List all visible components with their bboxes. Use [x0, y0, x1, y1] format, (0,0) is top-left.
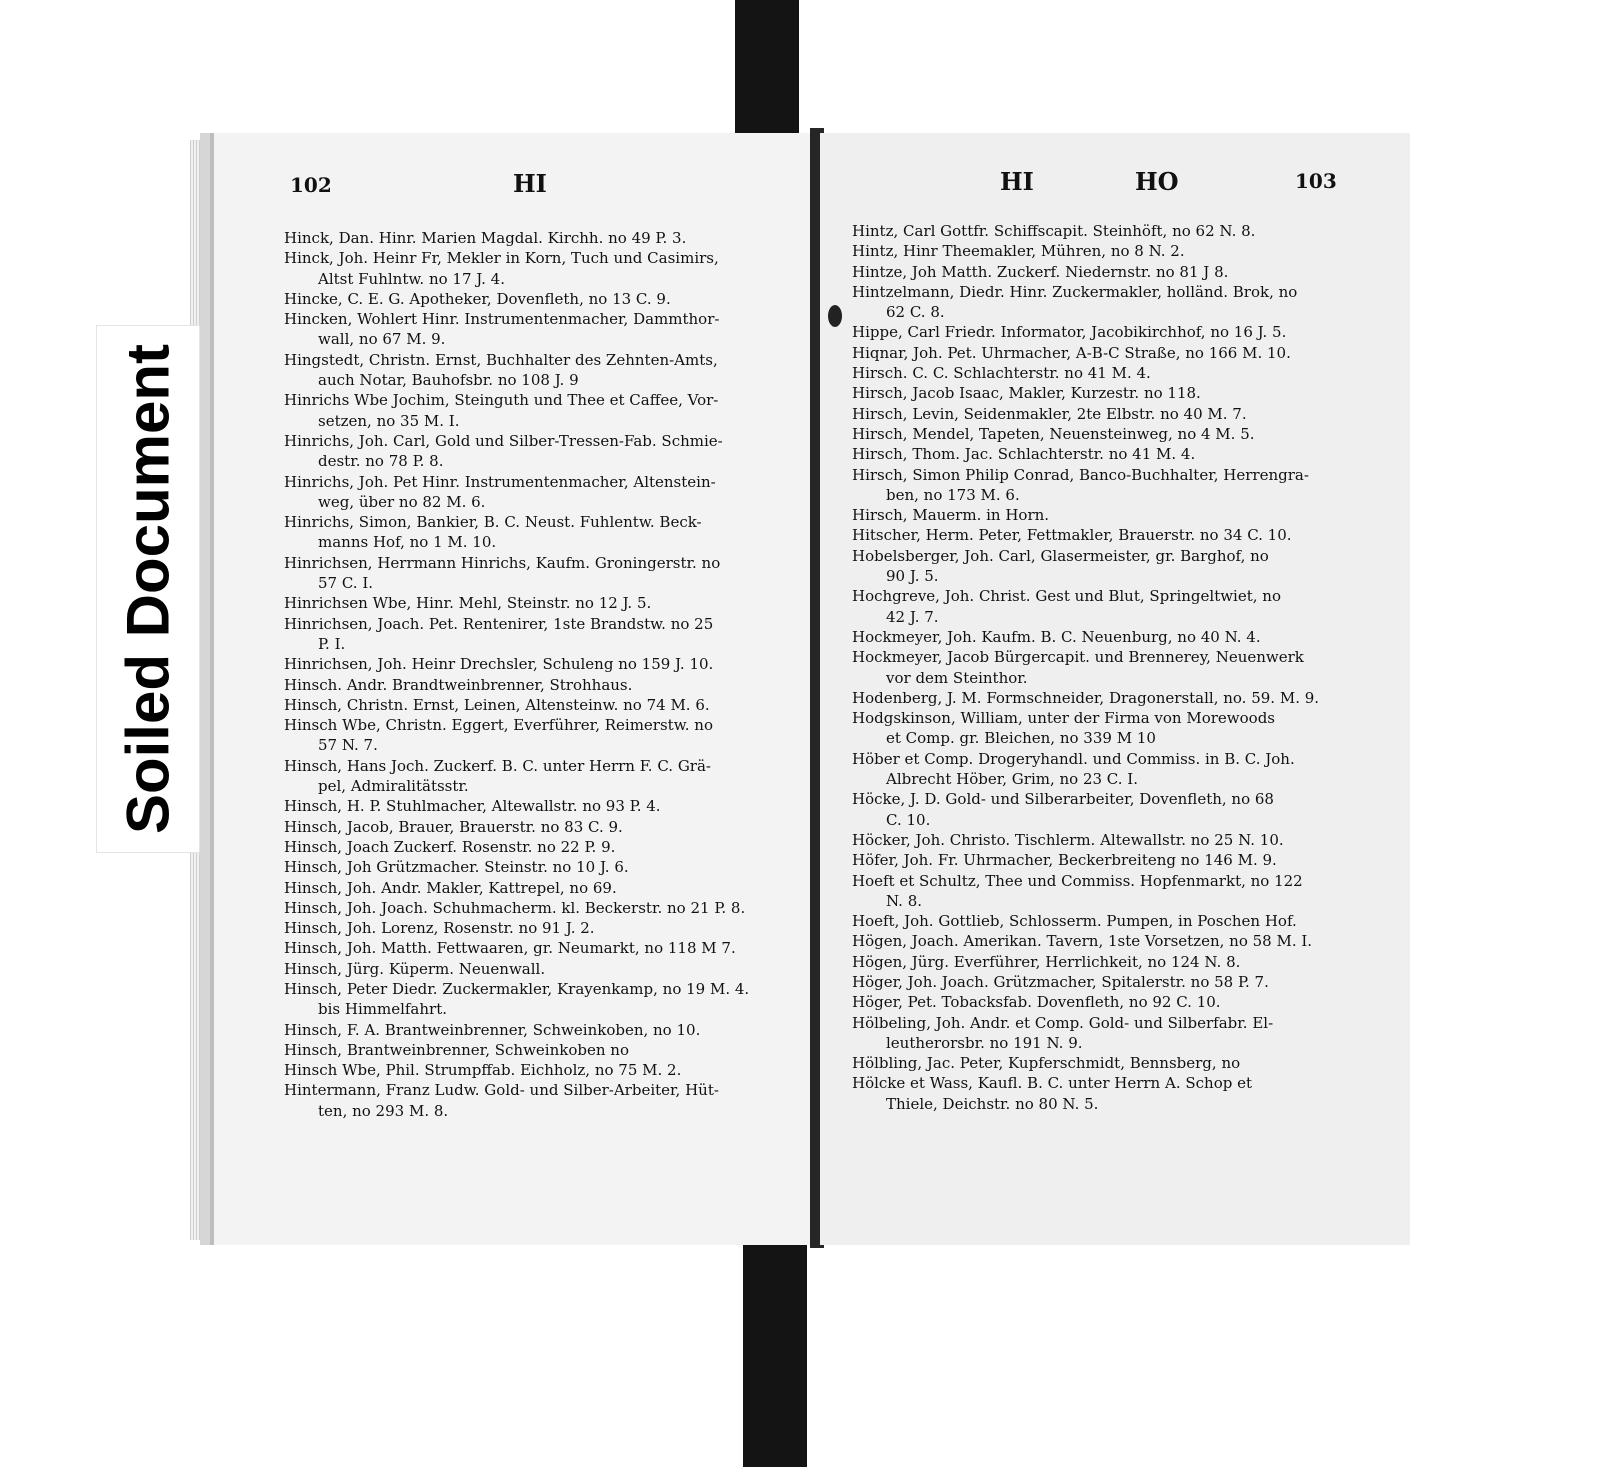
directory-entry: Hölcke et Wass, Kaufl. B. C. unter Herrn A. Schop et: [852, 1074, 1252, 1093]
directory-entry: Hinsch, Hans Joch. Zuckerf. B. C. unter Herrn F. C. Grä-: [284, 756, 711, 775]
directory-entry: Hoeft, Joh. Gottlieb, Schlosserm. Pumpen, in Poschen Hof.: [852, 912, 1297, 931]
directory-entry: Hinrichsen, Herrmann Hinrichs, Kaufm. Groningerstr. no: [284, 553, 721, 572]
directory-entry: Hinsch, F. A. Brantweinbrenner, Schweinkoben, no 10.: [284, 1020, 701, 1039]
directory-entry: Hinsch, Brantweinbrenner, Schweinkoben no: [284, 1040, 629, 1059]
directory-entry-continuation: Thiele, Deichstr. no 80 N. 5.: [886, 1094, 1099, 1113]
ink-blot: [828, 305, 842, 327]
directory-entry: Hirsch, Mendel, Tapeten, Neuensteinweg, no 4 M. 5.: [852, 424, 1255, 443]
directory-entry: Hinsch, Jürg. Küperm. Neuenwall.: [284, 959, 546, 978]
directory-entry: Hinrichsen, Joh. Heinr Drechsler, Schuleng no 159 J. 10.: [284, 655, 714, 674]
directory-entry: Hinsch, Peter Diedr. Zuckermakler, Krayenkamp, no 19 M. 4.: [284, 979, 750, 998]
directory-entry: Hinsch, Joh. Joach. Schuhmacherm. kl. Beckerstr. no 21 P. 8.: [284, 898, 746, 917]
directory-entry-continuation: ben, no 173 M. 6.: [886, 485, 1020, 504]
directory-entry-continuation: bis Himmelfahrt.: [318, 1000, 447, 1019]
directory-entry: Hinrichsen, Joach. Pet. Rentenirer, 1ste Brandstw. no 25: [284, 614, 714, 633]
directory-entry-continuation: Albrecht Höber, Grim, no 23 C. I.: [886, 770, 1138, 789]
directory-entry: Hinsch, Joh. Matth. Fettwaaren, gr. Neumarkt, no 118 M 7.: [284, 939, 736, 958]
directory-entry: Hirsch. C. C. Schlachterstr. no 41 M. 4.: [852, 364, 1151, 383]
directory-entry: Hinrichs, Joh. Carl, Gold und Silber-Tressen-Fab. Schmie-: [284, 431, 723, 450]
directory-entry: Hinsch, Jacob, Brauer, Brauerstr. no 83 C. 9.: [284, 817, 623, 836]
directory-entry: Hölbeling, Joh. Andr. et Comp. Gold- und Silberfabr. El-: [852, 1013, 1274, 1032]
directory-entry-continuation: C. 10.: [886, 810, 931, 829]
bottom-binding-strip: [743, 1240, 807, 1467]
directory-entry-continuation: 57 N. 7.: [318, 736, 378, 755]
directory-entry: Hintz, Hinr Theemakler, Mühren, no 8 N. 2.: [852, 242, 1185, 261]
directory-entry: Hoeft et Schultz, Thee und Commiss. Hopfenmarkt, no 122: [852, 871, 1303, 890]
directory-entry: Hirsch, Thom. Jac. Schlachterstr. no 41 M. 4.: [852, 445, 1196, 464]
right-entries-list: [852, 221, 1319, 1114]
directory-entry: Hinsch, Joh Grützmacher. Steinstr. no 10 J. 6.: [284, 858, 629, 877]
directory-entry: Hockmeyer, Joh. Kaufm. B. C. Neuenburg, no 40 N. 4.: [852, 627, 1261, 646]
directory-entry: Hobelsberger, Joh. Carl, Glasermeister, gr. Barghof, no: [852, 546, 1269, 565]
directory-entry: Hincke, C. E. G. Apotheker, Dovenfleth, no 13 C. 9.: [284, 289, 671, 308]
page-number-right: 103: [1295, 169, 1337, 193]
directory-entry: Hinck, Dan. Hinr. Marien Magdal. Kirchh. no 49 P. 3.: [284, 229, 687, 247]
stamp-label: Soiled Document: [114, 343, 182, 835]
directory-entry: Hinck, Joh. Heinr Fr, Mekler in Korn, Tuch und Casimirs,: [284, 249, 719, 268]
directory-entry: Hinsch, Joh. Lorenz, Rosenstr. no 91 J. 2.: [284, 919, 595, 938]
directory-entry-continuation: setzen, no 35 M. I.: [318, 411, 460, 430]
directory-entry-continuation: wall, no 67 M. 9.: [318, 330, 446, 349]
directory-entry-continuation: Altst Fuhlntw. no 17 J. 4.: [318, 269, 505, 288]
directory-entry: Hinsch, Christn. Ernst, Leinen, Altensteinw. no 74 M. 6.: [284, 695, 710, 714]
directory-entry: Hinrichs, Joh. Pet Hinr. Instrumentenmacher, Altenstein-: [284, 472, 716, 491]
directory-entry: Hinsch, Joh. Andr. Makler, Kattrepel, no 69.: [284, 878, 617, 897]
directory-entry: Hirsch, Simon Philip Conrad, Banco-Buchhalter, Herrengra-: [852, 465, 1309, 484]
directory-entry: Hinsch. Andr. Brandtweinbrenner, Strohhaus.: [284, 675, 633, 694]
directory-entry-continuation: vor dem Steinthor.: [886, 668, 1028, 687]
directory-entry-continuation: 42 J. 7.: [886, 607, 939, 626]
directory-entry: Höger, Pet. Tobacksfab. Dovenfleth, no 92 C. 10.: [852, 993, 1221, 1012]
directory-entry: Hinrichs, Simon, Bankier, B. C. Neust. Fuhlentw. Beck-: [284, 513, 702, 532]
directory-entry: Hinsch, H. P. Stuhlmacher, Altewallstr. no 93 P. 4.: [284, 797, 661, 816]
directory-entry: Hippe, Carl Friedr. Informator, Jacobikirchhof, no 16 J. 5.: [852, 323, 1287, 342]
directory-entry: Högen, Joach. Amerikan. Tavern, 1ste Vorsetzen, no 58 M. I.: [852, 932, 1313, 951]
directory-entry: Högen, Jürg. Everführer, Herrlichkeit, no 124 N. 8.: [852, 952, 1241, 971]
directory-entry-continuation: auch Notar, Bauhofsbr. no 108 J. 9: [318, 371, 579, 390]
left-entries-list: [284, 228, 749, 1121]
soiled-document-stamp: [96, 325, 200, 853]
directory-entry: Höfer, Joh. Fr. Uhrmacher, Beckerbreiteng no 146 M. 9.: [852, 851, 1277, 870]
directory-entry: Hirsch, Jacob Isaac, Makler, Kurzestr. no 118.: [852, 384, 1201, 403]
directory-entry: Hintz, Carl Gottfr. Schiffscapit. Steinhöft, no 62 N. 8.: [852, 222, 1256, 240]
directory-entry: Hiqnar, Joh. Pet. Uhrmacher, A-B-C Straße, no 166 M. 10.: [852, 343, 1291, 362]
directory-entry: Hintzelmann, Diedr. Hinr. Zuckermakler, holländ. Brok, no: [852, 282, 1298, 301]
directory-entry: Hingstedt, Christn. Ernst, Buchhalter des Zehnten-Amts,: [284, 350, 718, 369]
directory-entry-continuation: N. 8.: [886, 891, 923, 910]
directory-entry: Hincken, Wohlert Hinr. Instrumentenmacher, Dammthor-: [284, 310, 720, 329]
directory-entry: Hölbling, Jac. Peter, Kupferschmidt, Bennsberg, no: [852, 1054, 1241, 1073]
running-head-right-last: HO: [1135, 167, 1179, 196]
directory-entry-continuation: destr. no 78 P. 8.: [318, 452, 444, 471]
directory-entry: Höcke, J. D. Gold- und Silberarbeiter, Dovenfleth, no 68: [852, 790, 1274, 809]
directory-entry: Hinrichs Wbe Jochim, Steinguth und Thee et Caffee, Vor-: [284, 391, 719, 410]
right-page: [820, 133, 1410, 1245]
directory-entry-continuation: et Comp. gr. Bleichen, no 339 M 10: [886, 729, 1156, 748]
directory-entry: Hinsch, Joach Zuckerf. Rosenstr. no 22 P. 9.: [284, 837, 616, 856]
directory-entry: Hinrichsen Wbe, Hinr. Mehl, Steinstr. no 12 J. 5.: [284, 594, 652, 613]
left-page: [200, 133, 815, 1245]
directory-entry: Höber et Comp. Drogeryhandl. und Commiss. in B. C. Joh.: [852, 749, 1295, 768]
directory-entry: Hodgskinson, William, unter der Firma von Morewoods: [852, 709, 1275, 728]
running-head-left: HI: [513, 169, 547, 198]
directory-entry: Hintermann, Franz Ludw. Gold- und Silber-Arbeiter, Hüt-: [284, 1081, 719, 1100]
directory-entry: Hintze, Joh Matth. Zuckerf. Niedernstr. no 81 J 8.: [852, 262, 1229, 281]
directory-entry-continuation: ten, no 293 M. 8.: [318, 1101, 449, 1120]
top-binding-strip: [735, 0, 799, 135]
directory-entry-continuation: P. I.: [318, 634, 346, 653]
directory-entry: Höger, Joh. Joach. Grützmacher, Spitalerstr. no 58 P. 7.: [852, 972, 1269, 991]
page-number-left: 102: [290, 173, 332, 197]
directory-entry-continuation: 57 C. I.: [318, 574, 374, 593]
directory-entry-continuation: manns Hof, no 1 M. 10.: [318, 533, 497, 552]
directory-entry: Hitscher, Herm. Peter, Fettmakler, Brauerstr. no 34 C. 10.: [852, 526, 1292, 545]
directory-entry-continuation: 62 C. 8.: [886, 303, 945, 322]
directory-entry-continuation: weg, über no 82 M. 6.: [318, 492, 486, 511]
directory-entry: Höcker, Joh. Christo. Tischlerm. Altewallstr. no 25 N. 10.: [852, 830, 1284, 849]
directory-entry-continuation: pel, Admiralitätsstr.: [318, 777, 469, 796]
directory-entry-continuation: leutherorsbr. no 191 N. 9.: [886, 1033, 1083, 1052]
directory-entry: Hodenberg, J. M. Formschneider, Dragonerstall, no. 59. M. 9.: [852, 688, 1320, 707]
directory-entry: Hirsch, Levin, Seidenmakler, 2te Elbstr. no 40 M. 7.: [852, 404, 1247, 423]
running-head-right-first: HI: [1000, 167, 1034, 196]
directory-entry: Hirsch, Mauerm. in Horn.: [852, 506, 1050, 525]
directory-entry: Hinsch Wbe, Christn. Eggert, Everführer, Reimerstw. no: [284, 716, 713, 735]
directory-entry: Hochgreve, Joh. Christ. Gest und Blut, Springeltwiet, no: [852, 587, 1281, 606]
directory-entry: Hockmeyer, Jacob Bürgercapit. und Brennerey, Neuenwerk: [852, 648, 1304, 667]
directory-entry-continuation: 90 J. 5.: [886, 567, 939, 586]
directory-entry: Hinsch Wbe, Phil. Strumpffab. Eichholz, no 75 M. 2.: [284, 1061, 682, 1080]
